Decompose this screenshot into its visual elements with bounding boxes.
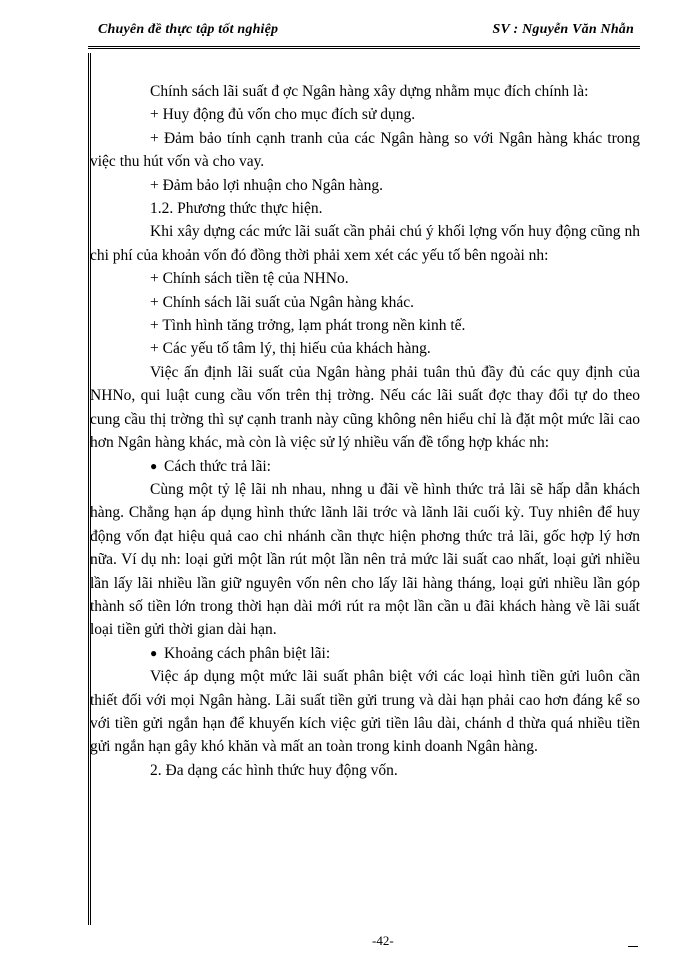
document-body xyxy=(90,80,640,782)
paragraph-4: + Đảm bảo lợi nhuận cho Ngân hàng. xyxy=(150,176,384,194)
paragraph-9: + Tình hình tăng trởng, lạm phát trong nền kinh tế. xyxy=(150,317,466,335)
paragraph-11: Việc ấn định lãi suất của Ngân hàng phải tuân thủ đầy đủ các quy định của NHNo, qui luật cung cầu vốn trên thị trờng. Nếu các lãi suất đợc thay đổi tự do theo cung cầu thị trờng thì sự cạnh tranh này cũng không nên hiểu chỉ là đặt một mức lãi cao hơn Ngân hàng khác, mà còn là việc sử lý nhiều vấn đề tổng hợp khác nh: xyxy=(90,363,640,452)
section-heading-2: 2. Đa dạng các hình thức huy động vốn. xyxy=(150,761,398,779)
bullet-dot-icon: ● xyxy=(150,458,158,473)
page-number: -42- xyxy=(372,933,394,948)
bullet-item-1 xyxy=(120,455,640,478)
bullet-item-2 xyxy=(120,642,640,665)
paragraph-6: Khi xây dựng các mức lãi suất cần phải chú ý khối lợng vốn huy động cũng nh chi phí của khoản vốn đó đồng thời phải xem xét các yếu tố bên ngoài nh: xyxy=(90,223,640,264)
header-title: Chuyên đề thực tập tốt nghiệp xyxy=(98,22,279,37)
bullet-text-2: Khoảng cách phân biệt lãi: xyxy=(164,644,331,662)
paragraph-1: Chính sách lãi suất đ ợc Ngân hàng xây dựng nhằm mục đích chính là: xyxy=(150,83,589,100)
paragraph-12: Cùng một tỷ lệ lãi nh nhau, nhng u đãi về hình thức trả lãi sẽ hấp dẫn khách hàng. Chẳng hạn áp dụng hình thức lãnh lãi trớc và lãnh lãi cuối kỳ. Tuy nhiên để huy động vốn đạt hiệu quả cao chi nhánh cần thực hiện phơng thức trả lãi, gốc hợp lý hơn nữa. Ví dụ nh: loại gửi một lần rút một lần nên trả mức lãi suất cao nhất, loại gửi nhiều lần lấy lãi nhiều lần giữ nguyên vốn nên cho lấy lãi hàng tháng, loại gửi nhiều lần góp thành số tiền lớn trong thời hạn dài mới rút ra một lần cần u đãi khách hàng về lãi suất loại tiền gửi thời gian dài hạn. xyxy=(90,480,640,639)
paragraph-13: Việc áp dụng một mức lãi suất phân biệt với các loại hình tiền gửi luôn cần thiết đối với mọi Ngân hàng. Lãi suất tiền gửi trung và dài hạn phải cao hơn đáng kể so với tiền gửi ngắn hạn để khuyến kích việc gửi tiền lâu dài, chánh d thừa quá nhiều tiền gửi ngắn hạn gây khó khăn và mất an toàn trong kinh doanh Ngân hàng. xyxy=(90,668,640,756)
bullet-text-1: Cách thức trả lãi: xyxy=(164,457,271,475)
paragraph-3: + Đảm bảo tính cạnh tranh của các Ngân hàng so với Ngân hàng khác trong việc thu hút vốn và cho vay. xyxy=(90,129,640,171)
paragraph-10: + Các yếu tố tâm lý, thị hiếu của khách hàng. xyxy=(150,340,431,358)
section-heading-1-2: 1.2. Phương thức thực hiện. xyxy=(150,200,323,218)
corner-mark xyxy=(628,946,638,947)
bullet-dot-icon: ● xyxy=(150,645,158,660)
header-author: SV : Nguyễn Văn Nhẫn xyxy=(492,22,634,37)
paragraph-8: + Chính sách lãi suất của Ngân hàng khác. xyxy=(150,293,414,311)
paragraph-2: + Huy động đủ vốn cho mục đích sử dụng. xyxy=(150,106,416,124)
paragraph-7: + Chính sách tiền tệ của NHNo. xyxy=(150,270,349,288)
header-rule xyxy=(88,46,640,49)
page-header xyxy=(88,22,640,42)
